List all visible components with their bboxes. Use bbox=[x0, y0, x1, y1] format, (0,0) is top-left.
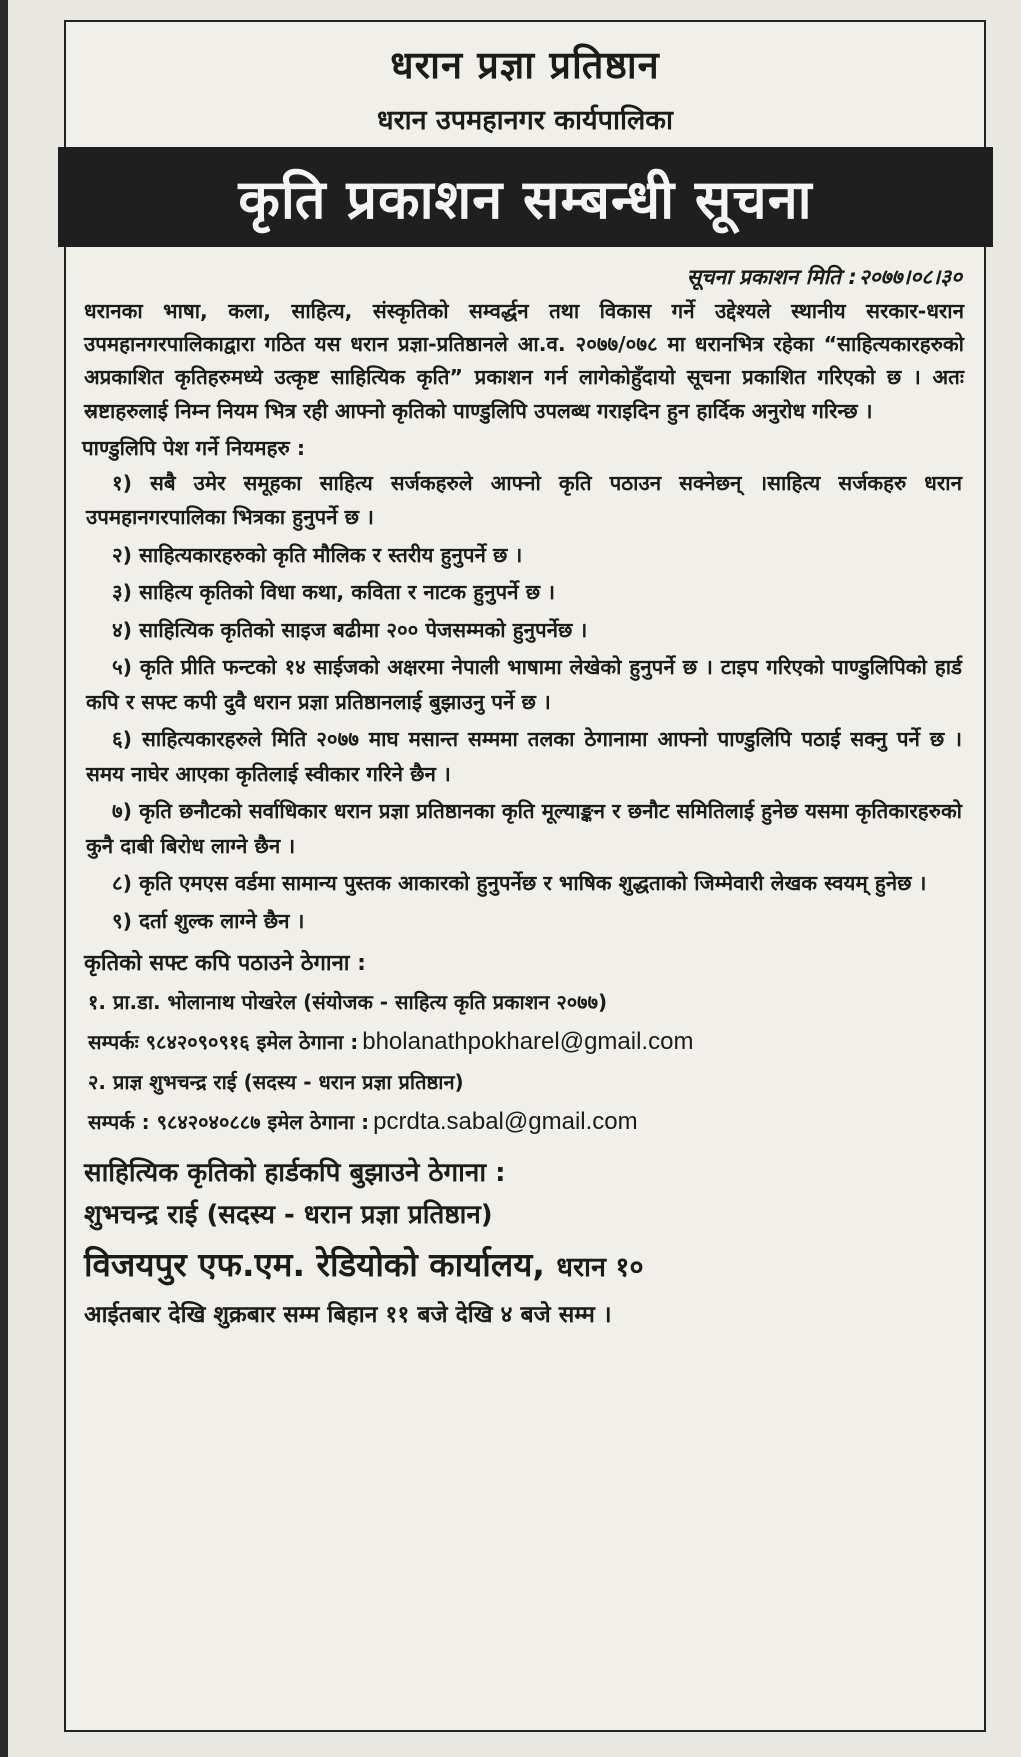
hardcopy-office-name: विजयपुर एफ.एम. रेडियोको कार्यालय, bbox=[84, 1245, 545, 1285]
notice-box bbox=[64, 20, 986, 1732]
hardcopy-city: धरान १० bbox=[556, 1252, 644, 1284]
contact-phone-label: सम्पर्क : bbox=[88, 1110, 150, 1135]
contact-phone: ९८४२०९०९१६ bbox=[145, 1030, 250, 1055]
rule-item: १) सबै उमेर समूहका साहित्य सर्जकहरुले आफ्नो कृति पठाउन सक्नेछन् ।साहित्य सर्जकहरु धरान उपमहानगरपालिका भित्रका हुनुपर्ने छ । bbox=[86, 470, 962, 530]
rule-item: ५) कृति प्रीति फन्टको १४ साईजको अक्षरमा नेपाली भाषामा लेखेको हुनुपर्ने छ । टाइप गरिएको पाण्डुलिपिको हार्ड कपि र सफ्ट कपी दुवै धरान प्रज्ञा प्रतिष्ठानलाई बुझाउनु पर्ने छ । bbox=[86, 655, 962, 714]
rule-item: ४) साहित्यिक कृतिको साइज बढीमा २०० पेजसम्मको हुनुपर्नेछ । bbox=[112, 617, 588, 642]
contact-email-label: इमेल ठेगाना : bbox=[256, 1030, 359, 1055]
contact-phone-label: सम्पर्कः bbox=[88, 1030, 139, 1055]
publication-date-value: २०७७।०८।३० bbox=[858, 265, 962, 289]
notice-title-banner bbox=[58, 147, 993, 247]
contact-phone: ९८४२०४०८८७ bbox=[156, 1110, 261, 1135]
hardcopy-person: शुभचन्द्र राई (सदस्य - धरान प्रज्ञा प्रतिष्ठान) bbox=[84, 1200, 493, 1231]
contact-name: २. प्राज्ञ शुभचन्द्र राई (सदस्य - धरान प्रज्ञा प्रतिष्ठान) bbox=[88, 1070, 464, 1095]
softcopy-title: कृतिको सफ्ट कपि पठाउने ठेगाना : bbox=[84, 951, 366, 977]
contact-detail bbox=[66, 1022, 984, 1062]
rule-item: २) साहित्यकारहरुको कृति मौलिक र स्तरीय हुनुपर्ने छ । bbox=[112, 542, 523, 567]
page-edge-strip bbox=[0, 0, 8, 1757]
organization-name: धरान प्रज्ञा प्रतिष्ठान bbox=[390, 43, 660, 87]
contact-name: १. प्रा.डा. भोलानाथ पोखरेल (संयोजक - साहित्य कृति प्रकाशन २०७७) bbox=[88, 990, 608, 1015]
rules-title: पाण्डुलिपि पेश गर्ने नियमहरु : bbox=[82, 435, 306, 460]
contact-email-label: इमेल ठेगाना : bbox=[267, 1110, 370, 1135]
publication-date-label: सूचना प्रकाशन मिति : bbox=[686, 265, 857, 289]
publication-date bbox=[66, 263, 984, 291]
notice-title: कृति प्रकाशन सम्बन्धी सूचना bbox=[238, 168, 813, 231]
hardcopy-office bbox=[66, 1240, 984, 1293]
rule-item: ८) कृति एमएस वर्डमा सामान्य पुस्तक आकारको हुनुपर्नेछ र भाषिक शुद्धताको जिम्मेवारी लेखक स्वयम् हुनेछ । bbox=[112, 871, 927, 896]
rule-item: ३) साहित्य कृतिको विधा कथा, कविता र नाटक हुनुपर्ने छ । bbox=[112, 580, 555, 605]
rules-list bbox=[66, 466, 984, 939]
rule-item: ७) कृति छनौटको सर्वाधिकार धरान प्रज्ञा प्रतिष्ठानका कृति मूल्याङ्कन र छनौट समितिलाई हुनेछ यसमा कृतिकारहरुको कुनै दाबी बिरोध लाग्ने छैन । bbox=[86, 799, 962, 858]
contact-email: bholanathpokharel@gmail.com bbox=[362, 1028, 694, 1056]
municipality-name: धरान उपमहानगर कार्यपालिका bbox=[376, 105, 673, 136]
intro-paragraph: धरानका भाषा, कला, साहित्य, संस्कृतिको सम्वर्द्धन तथा विकास गर्ने उद्देश्यले स्थानीय सरकार-धरान उपमहानगरपालिकाद्वारा गठित यस धरान प्रज्ञा-प्रतिष्ठानले आ.व. २०७७/०७८ मा धरानभित्र रहेका “साहित्यकारहरुको अप्रकाशित कृतिहरुमध्ये उत्कृष्ट साहित्यिक कृति” प्रकाशन गर्न लागेकोहुँदायो सूचना प्रकाशित गरिएको छ । अतः स्रष्टाहरुलाई निम्न नियम भित्र रही आफ्नो कृतिको पाण्डुलिपि उपलब्ध गराइदिन हुन हार्दिक अनुरोध गरिन्छ । bbox=[84, 299, 964, 423]
contact-detail bbox=[66, 1102, 984, 1142]
contact-email: pcrdta.sabal@gmail.com bbox=[373, 1108, 638, 1136]
hardcopy-hours: आईतबार देखि शुक्रबार सम्म बिहान ११ बजे देखि ४ बजे सम्म । bbox=[84, 1302, 612, 1329]
rule-item: ९) दर्ता शुल्क लाग्ने छैन । bbox=[112, 908, 305, 933]
hardcopy-title: साहित्यिक कृतिको हार्डकपि बुझाउने ठेगाना : bbox=[84, 1158, 506, 1189]
rule-item: ६) साहित्यकारहरुले मिति २०७७ माघ मसान्त सम्ममा तलका ठेगानामा आफ्नो पाण्डुलिपि पठाई सक्नु पर्ने छ । समय नाघेर आएका कृतिलाई स्वीकार गरिने छैन । bbox=[86, 727, 962, 786]
